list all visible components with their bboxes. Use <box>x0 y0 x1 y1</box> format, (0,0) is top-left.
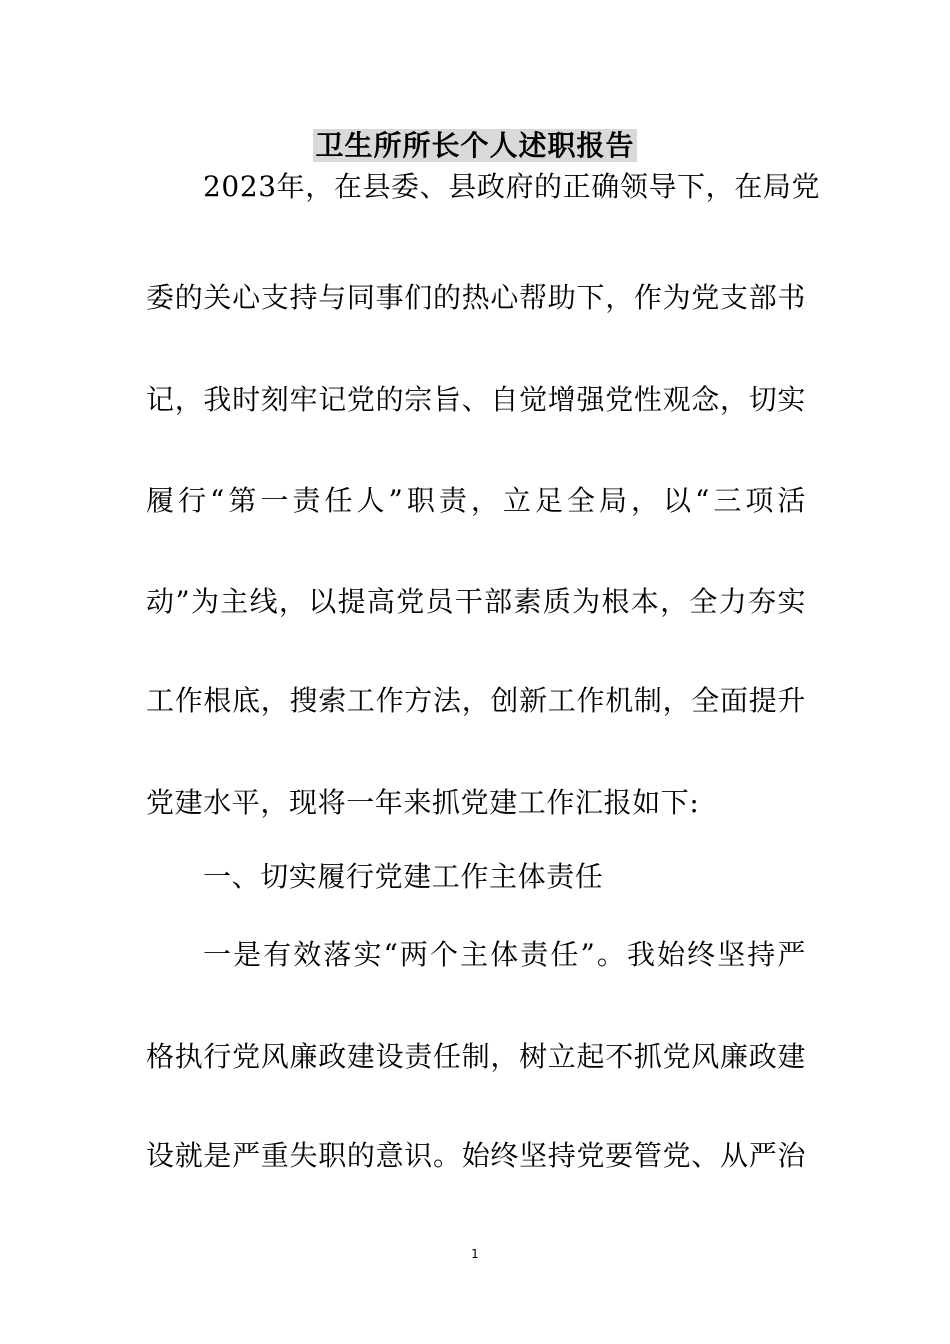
paragraph-line: 格执行党风廉政建设责任制，树立起不抓党风廉政建 <box>146 1040 806 1073</box>
paragraph-line: 动”为主线，以提高党员干部素质为根本，全力夯实 <box>146 585 806 618</box>
section-heading: 一、切实履行党建工作主体责任 <box>203 860 604 893</box>
paragraph-line: 2023年，在县委、县政府的正确领导下，在局党 <box>203 170 821 203</box>
paragraph-line: 一是有效落实“两个主体责任”。我始终坚持严 <box>203 938 806 971</box>
paragraph-line: 委的关心支持与同事们的热心帮助下，作为党支部书 <box>146 281 806 314</box>
paragraph-line: 设就是严重失职的意识。始终坚持党要管党、从严治 <box>146 1139 806 1172</box>
paragraph-line: 党建水平，现将一年来抓党建工作汇报如下: <box>146 786 700 819</box>
paragraph-line: 工作根底，搜索工作方法，创新工作机制，全面提升 <box>146 684 806 717</box>
page-number: 1 <box>471 1247 479 1261</box>
document-title <box>0 126 950 166</box>
paragraph-line: 履行“第一责任人”职责，立足全局，以“三项活 <box>146 484 806 517</box>
document-title-text: 卫生所所长个人述职报告 <box>315 129 635 162</box>
paragraph-line: 记，我时刻牢记党的宗旨、自觉增强党性观念，切实 <box>146 383 806 416</box>
